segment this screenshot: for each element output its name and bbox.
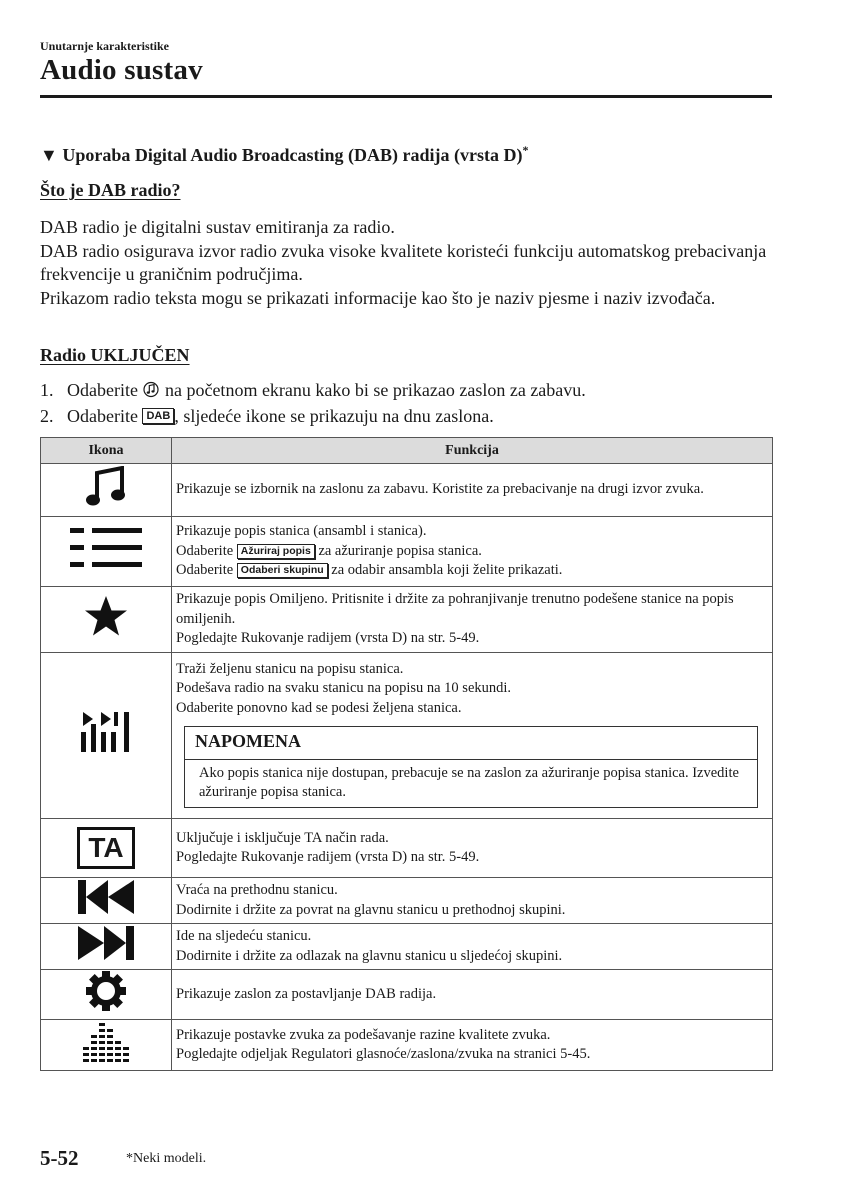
table-row	[41, 924, 773, 970]
function-text: Odaberite Ažuriraj popis za ažuriranje popisa stanica.	[176, 542, 482, 559]
function-text: Prikazuje popis Omiljeno. Pritisnite i držite za pohranjivanje trenutno podešene stanice na popis omiljenih.	[176, 591, 734, 627]
equalizer-icon	[82, 1021, 130, 1063]
column-header-function: Funkcija	[172, 438, 773, 464]
update-list-button: Ažuriraj popis	[237, 544, 315, 559]
section-label: Unutarnje karakteristike	[40, 39, 169, 53]
what-is-dab-heading: Što je DAB radio?	[40, 180, 181, 200]
note-title: NAPOMENA	[185, 727, 757, 760]
ta-icon: TA	[77, 827, 135, 869]
icon-function-table	[40, 437, 773, 1071]
table-row	[41, 819, 773, 878]
function-text: Ide na sljedeću stanicu.	[176, 928, 312, 944]
paragraph: DAB radio osigurava izvor radio zvuka visoke kvalitete koristeći funkciju automatskog prebacivanja frekvencije u graničnim područjima.	[40, 240, 767, 284]
note-box	[184, 726, 758, 808]
function-text: Prikazuje postavke zvuka za podešavanje razine kvalitete zvuka.	[176, 1026, 551, 1043]
table-row	[41, 653, 773, 819]
step-1: 1. Odaberite na početnom ekranu kako bi se prikazao zaslon za zabavu.	[40, 379, 586, 405]
step-2: 2. Odaberite DAB , sljedeće ikone se prikazuju na dnu zaslona.	[40, 405, 494, 426]
scan-icon	[80, 711, 132, 753]
table-row	[41, 1020, 773, 1071]
function-text: Traži željenu stanicu na popisu stanica.	[176, 660, 404, 677]
function-text: Odaberite Odaberi skupinu za odabir ansambla koji želite prikazati.	[176, 562, 563, 579]
table-row	[41, 464, 773, 517]
function-text: Pogledajte Rukovanje radijem (vrsta D) na str. 5-49.	[176, 630, 480, 647]
function-text: Prikazuje se izbornik na zaslonu za zabavu. Koristite za prebacivanje na drugi izvor zvuka.	[176, 481, 704, 498]
table-row	[41, 878, 773, 924]
function-text: Vraća na prethodnu stanicu.	[176, 882, 338, 898]
function-text: Pogledajte odjeljak Regulatori glasnoće/zaslona/zvuka na stranici 5-45.	[176, 1046, 591, 1062]
title-divider	[40, 95, 772, 98]
function-text: Dodirnite i držite za odlazak na glavnu stanicu u sljedećoj skupini.	[176, 947, 563, 964]
gear-icon	[85, 970, 127, 1012]
footnote: *Neki modeli.	[126, 1151, 207, 1166]
what-is-dab-body	[40, 216, 780, 310]
music-note-icon	[143, 381, 159, 405]
function-text: Pogledajte Rukovanje radijem (vrsta D) na str. 5-49.	[176, 849, 480, 865]
page-number: 5-52	[40, 1146, 79, 1170]
column-header-icon: Ikona	[41, 438, 172, 464]
list-icon	[70, 526, 142, 570]
paragraph: DAB radio je digitalni sustav emitiranja za radio.	[40, 217, 395, 237]
function-text: Dodirnite i držite za povrat na glavnu stanicu u prethodnoj skupini.	[176, 901, 566, 918]
radio-on-heading: Radio UKLJUČEN	[40, 345, 190, 365]
table-row	[41, 587, 773, 653]
note-text: Ako popis stanica nije dostupan, prebacuje se na zaslon za ažuriranje popisa stanica. Izvedite ažuriranje popisa stanica.	[199, 764, 739, 800]
function-text: Odaberite ponovno kad se podesi željena stanica.	[176, 699, 462, 716]
table-row	[41, 517, 773, 587]
previous-track-icon	[78, 880, 134, 914]
function-text: Prikazuje zaslon za postavljanje DAB radija.	[176, 985, 437, 1002]
select-group-button: Odaberi skupinu	[237, 563, 328, 578]
function-text: Prikazuje popis stanica (ansambl i stanica).	[176, 523, 427, 540]
function-text: Podešava radio na svaku stanicu na popisu na 10 sekundi.	[176, 680, 512, 696]
function-text: Uključuje i isključuje TA način rada.	[176, 829, 389, 846]
paragraph: Prikazom radio teksta mogu se prikazati informacije kao što je naziv pjesme i naziv izvođača.	[40, 287, 716, 308]
page-title: Audio sustav	[40, 54, 203, 86]
table-row	[41, 970, 773, 1020]
dab-button: DAB	[142, 408, 174, 424]
star-icon	[84, 595, 128, 637]
music-note-icon	[84, 466, 128, 508]
section-heading: ▼ Uporaba Digital Audio Broadcasting (DAB) radija (vrsta D)*	[40, 143, 529, 165]
next-track-icon	[78, 926, 134, 960]
steps-list	[40, 379, 586, 428]
